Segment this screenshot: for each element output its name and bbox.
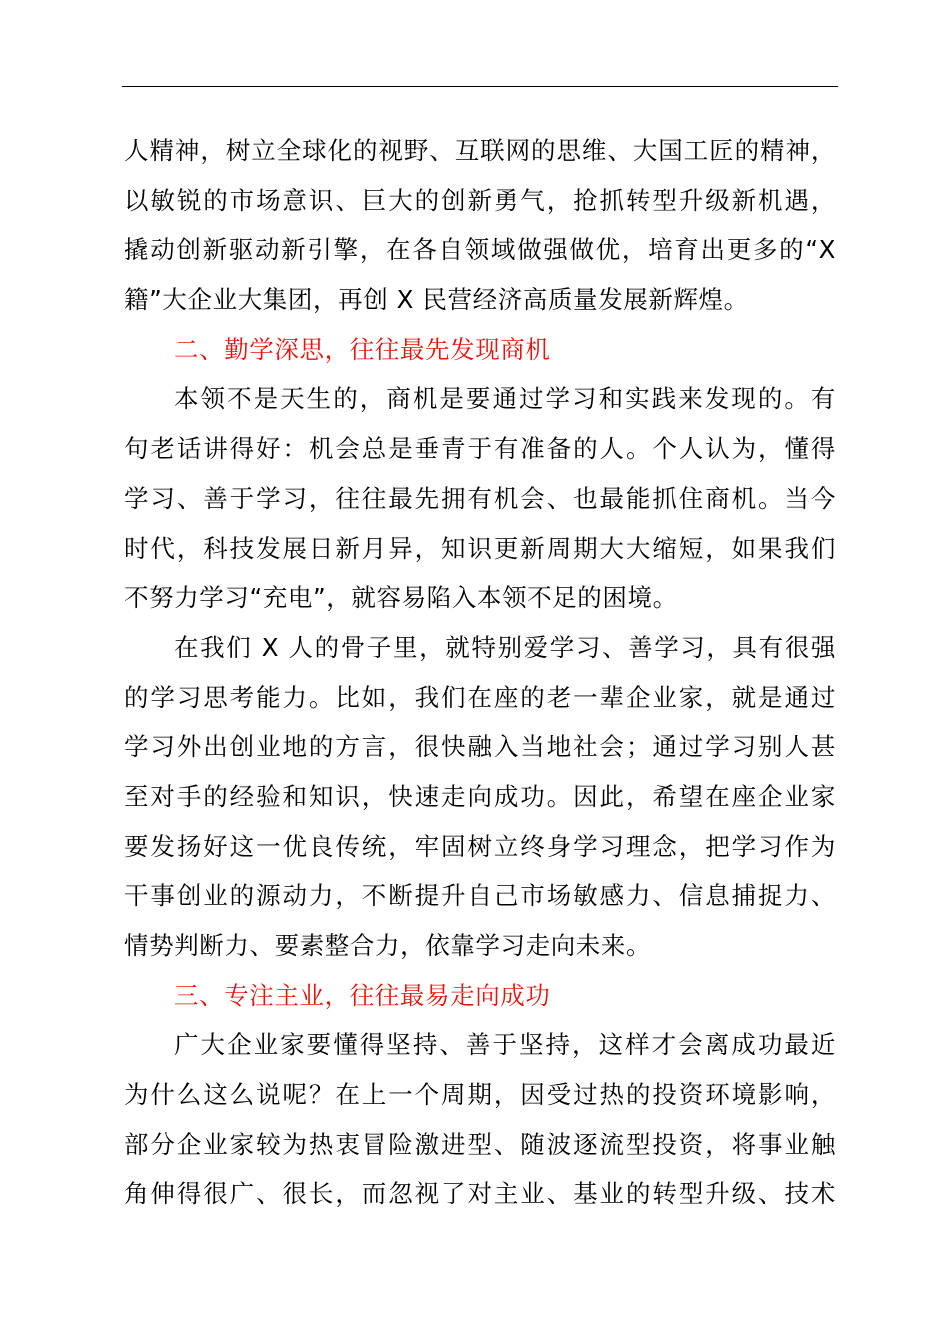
section2-paragraph-2 xyxy=(124,623,836,971)
document-body xyxy=(124,126,836,1219)
text-line: 部分企业家较为热衷冒险激进型、随波逐流型投资，将事业触 xyxy=(124,1129,836,1159)
text-line: 不努力学习“充电”，就容易陷入本领不足的困境。 xyxy=(124,583,678,613)
text-line: 情势判断力、要素整合力，依靠学习走向未来。 xyxy=(124,931,652,960)
text-line: 本领不是天生的，商机是要通过学习和实践来发现的。有 xyxy=(174,384,836,414)
text-line: 广大企业家要懂得坚持、善于坚持，这样才会离成功最近 xyxy=(174,1030,836,1060)
text-line: 撬动创新驱动新引擎，在各自领域做强做优，培育出更多的“X xyxy=(124,235,836,265)
text-line: 籍”大企业大集团，再创 X 民营经济高质量发展新辉煌。 xyxy=(124,285,749,315)
header-rule xyxy=(122,86,838,87)
section2-paragraph-1 xyxy=(124,374,836,622)
text-line: 在我们 X 人的骨子里，就特别爱学习、善学习，具有很强 xyxy=(174,632,836,662)
text-line: 至对手的经验和知识，快速走向成功。因此，希望在座企业家 xyxy=(124,781,836,811)
text-line: 干事创业的源动力，不断提升自己市场敏感力、信息捕捉力、 xyxy=(124,881,836,911)
text-line: 为什么这么说呢？在上一个周期，因受过热的投资环境影响， xyxy=(124,1080,836,1110)
text-line: 学习外出创业地的方言，很快融入当地社会；通过学习别人甚 xyxy=(124,732,836,762)
section-heading-2: 二、勤学深思，往往最先发现商机 xyxy=(174,334,551,364)
text-line: 要发扬好这一优良传统，牢固树立终身学习理念，把学习作为 xyxy=(124,831,836,861)
section3-paragraph-1 xyxy=(124,1020,836,1219)
text-line: 时代，科技发展日新月异，知识更新周期大大缩短，如果我们 xyxy=(124,533,836,563)
text-line: 角伸得很广、很长，而忽视了对主业、基业的转型升级、技术 xyxy=(124,1179,836,1209)
text-line: 以敏锐的市场意识、巨大的创新勇气，抢抓转型升级新机遇， xyxy=(124,185,836,215)
paragraph-continuation xyxy=(124,126,836,325)
text-line: 的学习思考能力。比如，我们在座的老一辈企业家，就是通过 xyxy=(124,682,836,712)
text-line: 学习、善于学习，往往最先拥有机会、也最能抓住商机。当今 xyxy=(124,483,836,513)
text-line: 人精神，树立全球化的视野、互联网的思维、大国工匠的精神， xyxy=(124,136,836,165)
text-line: 句老话讲得好：机会总是垂青于有准备的人。个人认为，懂得 xyxy=(124,434,836,464)
section-heading-3: 三、专注主业，往往最易走向成功 xyxy=(174,980,551,1010)
